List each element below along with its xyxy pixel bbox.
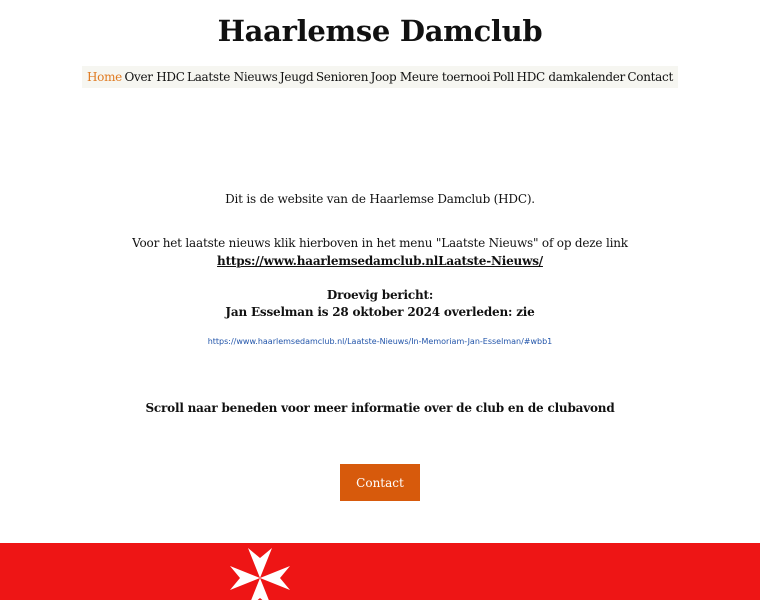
nav-item-laatste-nieuws[interactable]: Laatste Nieuws (187, 70, 278, 84)
sad-text: Jan Esselman is 28 oktober 2024 overleden: zie (225, 305, 535, 319)
site-title: Haarlemse Damclub (217, 14, 543, 48)
news-link-line (0, 254, 760, 268)
maltese-cross-icon (226, 544, 294, 600)
nav-item-poll[interactable]: Poll (492, 70, 515, 84)
nav-item-senioren[interactable]: Senioren (315, 70, 369, 84)
news-text: Voor het laatste nieuws klik hierboven in het menu "Laatste Nieuws" of op deze link (132, 236, 628, 250)
contact-button[interactable]: Contact (340, 464, 420, 501)
nav-item-joop-meure-toernooi[interactable]: Joop Meure toernooi (370, 70, 491, 84)
news-link[interactable]: https://www.haarlemsedamclub.nlLaatste-Nieuws/ (217, 254, 543, 268)
nav-item-jeugd[interactable]: Jeugd (279, 70, 314, 84)
nav-item-over-hdc[interactable]: Over HDC (124, 70, 185, 84)
nav-item-home[interactable]: Home (87, 70, 122, 84)
main-nav (82, 66, 678, 88)
nav-item-hdc-damkalender[interactable]: HDC damkalender (516, 70, 625, 84)
sad-heading: Droevig bericht: (326, 288, 434, 302)
footer-band (0, 543, 760, 600)
memoriam-link[interactable]: https://www.haarlemsedamclub.nl/Laatste-Nieuws/In-Memoriam-Jan-Esselman/#wbb1 (207, 337, 553, 346)
nav-item-contact[interactable]: Contact (627, 70, 673, 84)
intro-text: Dit is de website van de Haarlemse Damclub (HDC). (225, 192, 535, 206)
scroll-hint: Scroll naar beneden voor meer informatie over de club en de clubavond (145, 401, 615, 415)
